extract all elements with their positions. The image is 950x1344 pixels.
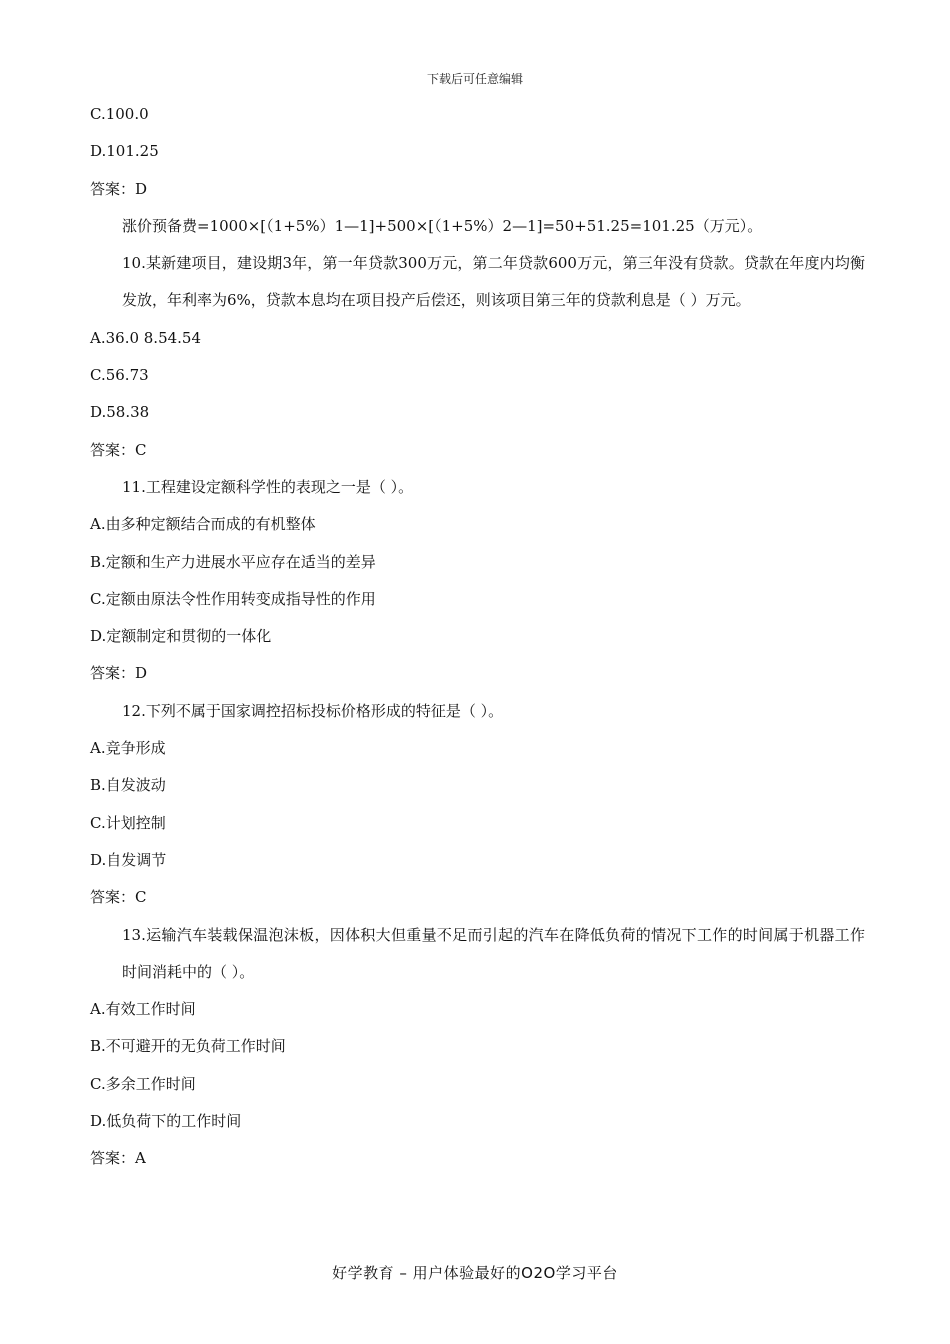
answer-q12: 答案：C: [90, 888, 147, 907]
option-d-q13: D.低负荷下的工作时间: [90, 1112, 242, 1131]
option-a-q13: A.有效工作时间: [90, 1000, 196, 1019]
option-d-q10: D.58.38: [90, 403, 150, 422]
option-b-q13: B.不可避开的无负荷工作时间: [90, 1037, 286, 1056]
question-11: 11.工程建设定额科学性的表现之一是（ ）。: [122, 477, 414, 496]
option-b-q12: B.自发波动: [90, 776, 166, 795]
option-c-q13: C.多余工作时间: [90, 1074, 196, 1093]
option-c-q10: C.56.73: [90, 366, 149, 385]
option-c-q11: C.定额由原法令性作用转变成指导性的作用: [90, 589, 376, 608]
answer-q13: 答案：A: [90, 1149, 146, 1168]
question-13: 13.运输汽车装载保温泡沫板，因体积大但重量不足而引起的汽车在降低负荷的情况下工作的时间属于机器工作时间消耗中的（ ）。: [122, 925, 865, 981]
document-body: [90, 96, 865, 1178]
option-d-q12: D.自发调节: [90, 850, 167, 869]
question-12: 12.下列不属于国家调控招标投标价格形成的特征是（ ）。: [122, 701, 504, 720]
option-d-q9: D.101.25: [90, 142, 159, 161]
explanation-q9: 涨价预备费=1000×[（1+5%）1—1]+500×[（1+5%）2—1]=50+51.25=101.25（万元）。: [122, 216, 763, 235]
page-header: 下载后可任意编辑: [426, 72, 523, 86]
option-b-q11: B.定额和生产力进展水平应存在适当的差异: [90, 552, 376, 571]
option-c-q12: C.计划控制: [90, 813, 166, 832]
answer-q10: 答案：C: [90, 440, 147, 459]
answer-q11: 答案：D: [90, 664, 148, 683]
page-footer: 好学教育 – 用户体验最好的O2O学习平台: [332, 1264, 618, 1282]
option-a-q11: A.由多种定额结合而成的有机整体: [90, 515, 316, 534]
option-d-q11: D.定额制定和贯彻的一体化: [90, 627, 272, 646]
answer-q9: 答案：D: [90, 179, 148, 198]
option-a-q12: A.竞争形成: [90, 739, 166, 758]
option-c-q9: C.100.0: [90, 105, 149, 123]
option-ab-q10: A.36.0 8.54.54: [90, 328, 202, 347]
question-10: 10.某新建项目，建设期3年，第一年贷款300万元，第二年贷款600万元，第三年没有贷款。贷款在年度内均衡发放，年利率为6%，贷款本息均在项目投产后偿还，则该项目第三年的贷款利息是（ ）万元。: [122, 254, 865, 310]
